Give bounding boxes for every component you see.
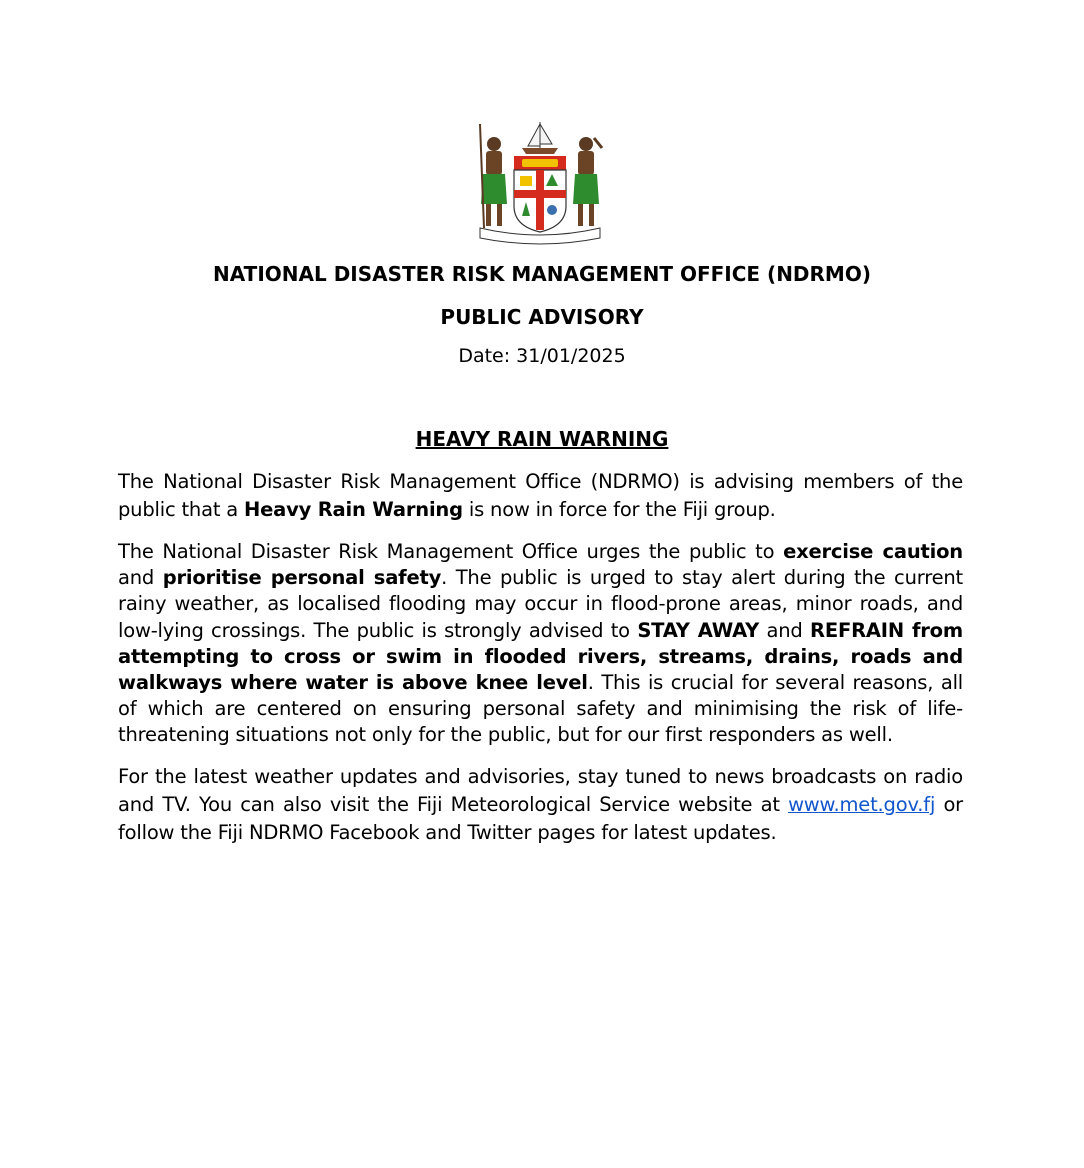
warning-title: HEAVY RAIN WARNING	[415, 427, 669, 451]
safety-paragraph: The National Disaster Risk Management Office urges the public to exercise caution and prioritise personal safety. The public is urged to stay alert during the current rainy weather, as localised flooding may occur in flood-prone areas, minor roads, and low-lying crossings. The public is strongly advised to STAY AWAY and REFRAIN from attempting to cross or swim in flooded rivers, streams, drains, roads and walkways where water is above knee level. This is crucial for several reasons, all of which are centered on ensuring personal safety and minimising the risk of life-threatening situations not only for the public, but for our first responders as well.	[118, 540, 964, 747]
fiji-coat-of-arms-logo	[474, 118, 606, 246]
met-service-link[interactable]: www.met.gov.fj	[788, 793, 936, 816]
updates-paragraph: For the latest weather updates and advisories, stay tuned to news broadcasts on radio and TV. You can also visit the Fiji Meteorological Service website at www.met.gov.fj or follow the Fiji NDRMO Facebook and Twitter pages for latest updates.	[118, 765, 963, 844]
advisory-heading: PUBLIC ADVISORY	[440, 305, 644, 329]
intro-paragraph: The National Disaster Risk Management Office (NDRMO) is advising members of the public that a Heavy Rain Warning is now in force for the Fiji group.	[118, 470, 963, 521]
advisory-date: Date: 31/01/2025	[458, 345, 626, 367]
warning-name-bold: Heavy Rain Warning	[244, 498, 463, 521]
organization-heading: NATIONAL DISASTER RISK MANAGEMENT OFFICE (NDRMO)	[213, 262, 871, 286]
